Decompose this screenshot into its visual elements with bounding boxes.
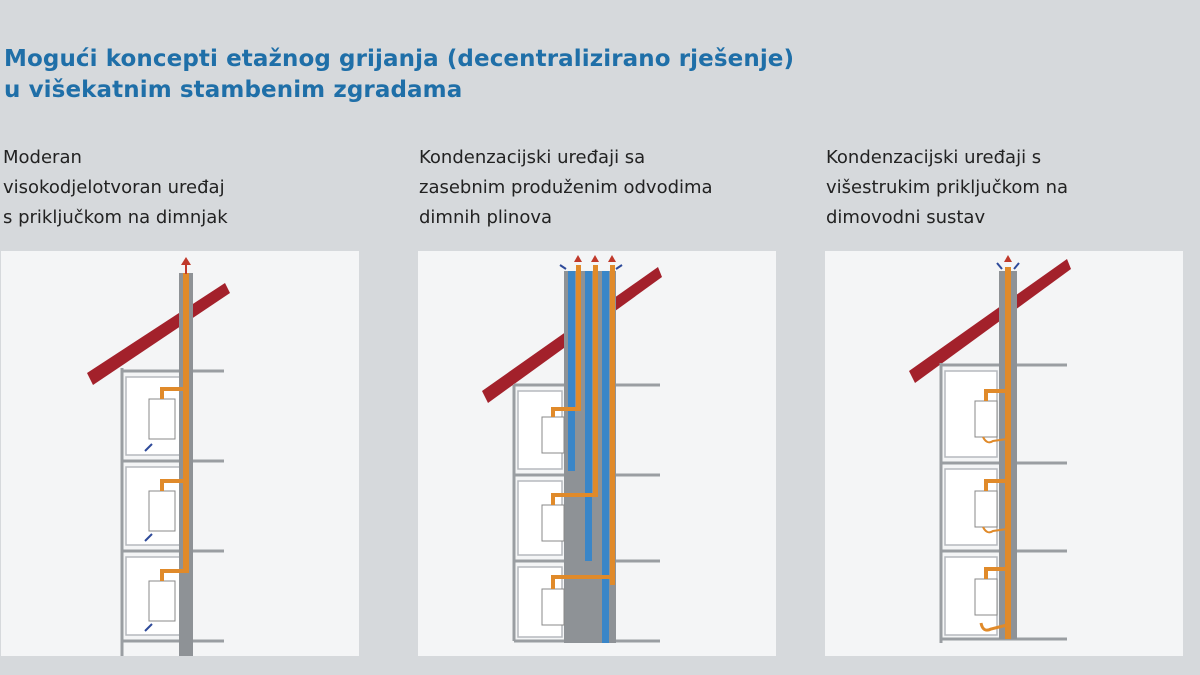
title-line-2: u višekatnim stambenim zgradama — [4, 77, 463, 103]
concept-3-illustration — [825, 251, 1183, 656]
flue-liner — [183, 273, 189, 573]
concept-1-diagram — [1, 251, 359, 656]
concept-2-caption-line-3: dimnih plinova — [419, 207, 553, 228]
concept-3-caption-line-2: višestrukim priključkom na — [826, 177, 1069, 198]
concept-2-caption-line-2: zasebnim produženim odvodima — [419, 177, 713, 198]
concept-1-caption-line-1: Moderan — [3, 147, 82, 168]
concept-2-illustration — [418, 251, 776, 656]
concept-3-caption — [826, 143, 1068, 233]
title-line-1: Mogući koncepti etažnog grijanja (decentralizirano rješenje) — [4, 46, 795, 72]
concept-3-diagram — [825, 251, 1183, 656]
concept-1-caption-line-3: s priključkom na dimnjak — [3, 207, 228, 228]
exhaust-arrow-icon — [574, 255, 616, 262]
concept-3-caption-line-1: Kondenzacijski uređaji s — [826, 147, 1042, 168]
concept-1-caption-line-2: visokodjelotvoran uređaj — [3, 177, 225, 198]
exhaust-arrow-icon — [181, 257, 191, 265]
common-flue — [1005, 267, 1011, 639]
page-title — [4, 44, 794, 106]
concept-3-caption-line-3: dimovodni sustav — [826, 207, 986, 228]
exhaust-arrow-icon — [1004, 255, 1012, 262]
concept-1-caption — [3, 143, 228, 233]
concept-1-illustration — [1, 251, 359, 656]
concept-2-caption-line-1: Kondenzacijski uređaji sa — [419, 147, 646, 168]
concept-2-caption — [419, 143, 713, 233]
concept-2-diagram — [418, 251, 776, 656]
air-duct — [568, 271, 575, 471]
flue-pipe — [576, 265, 581, 411]
